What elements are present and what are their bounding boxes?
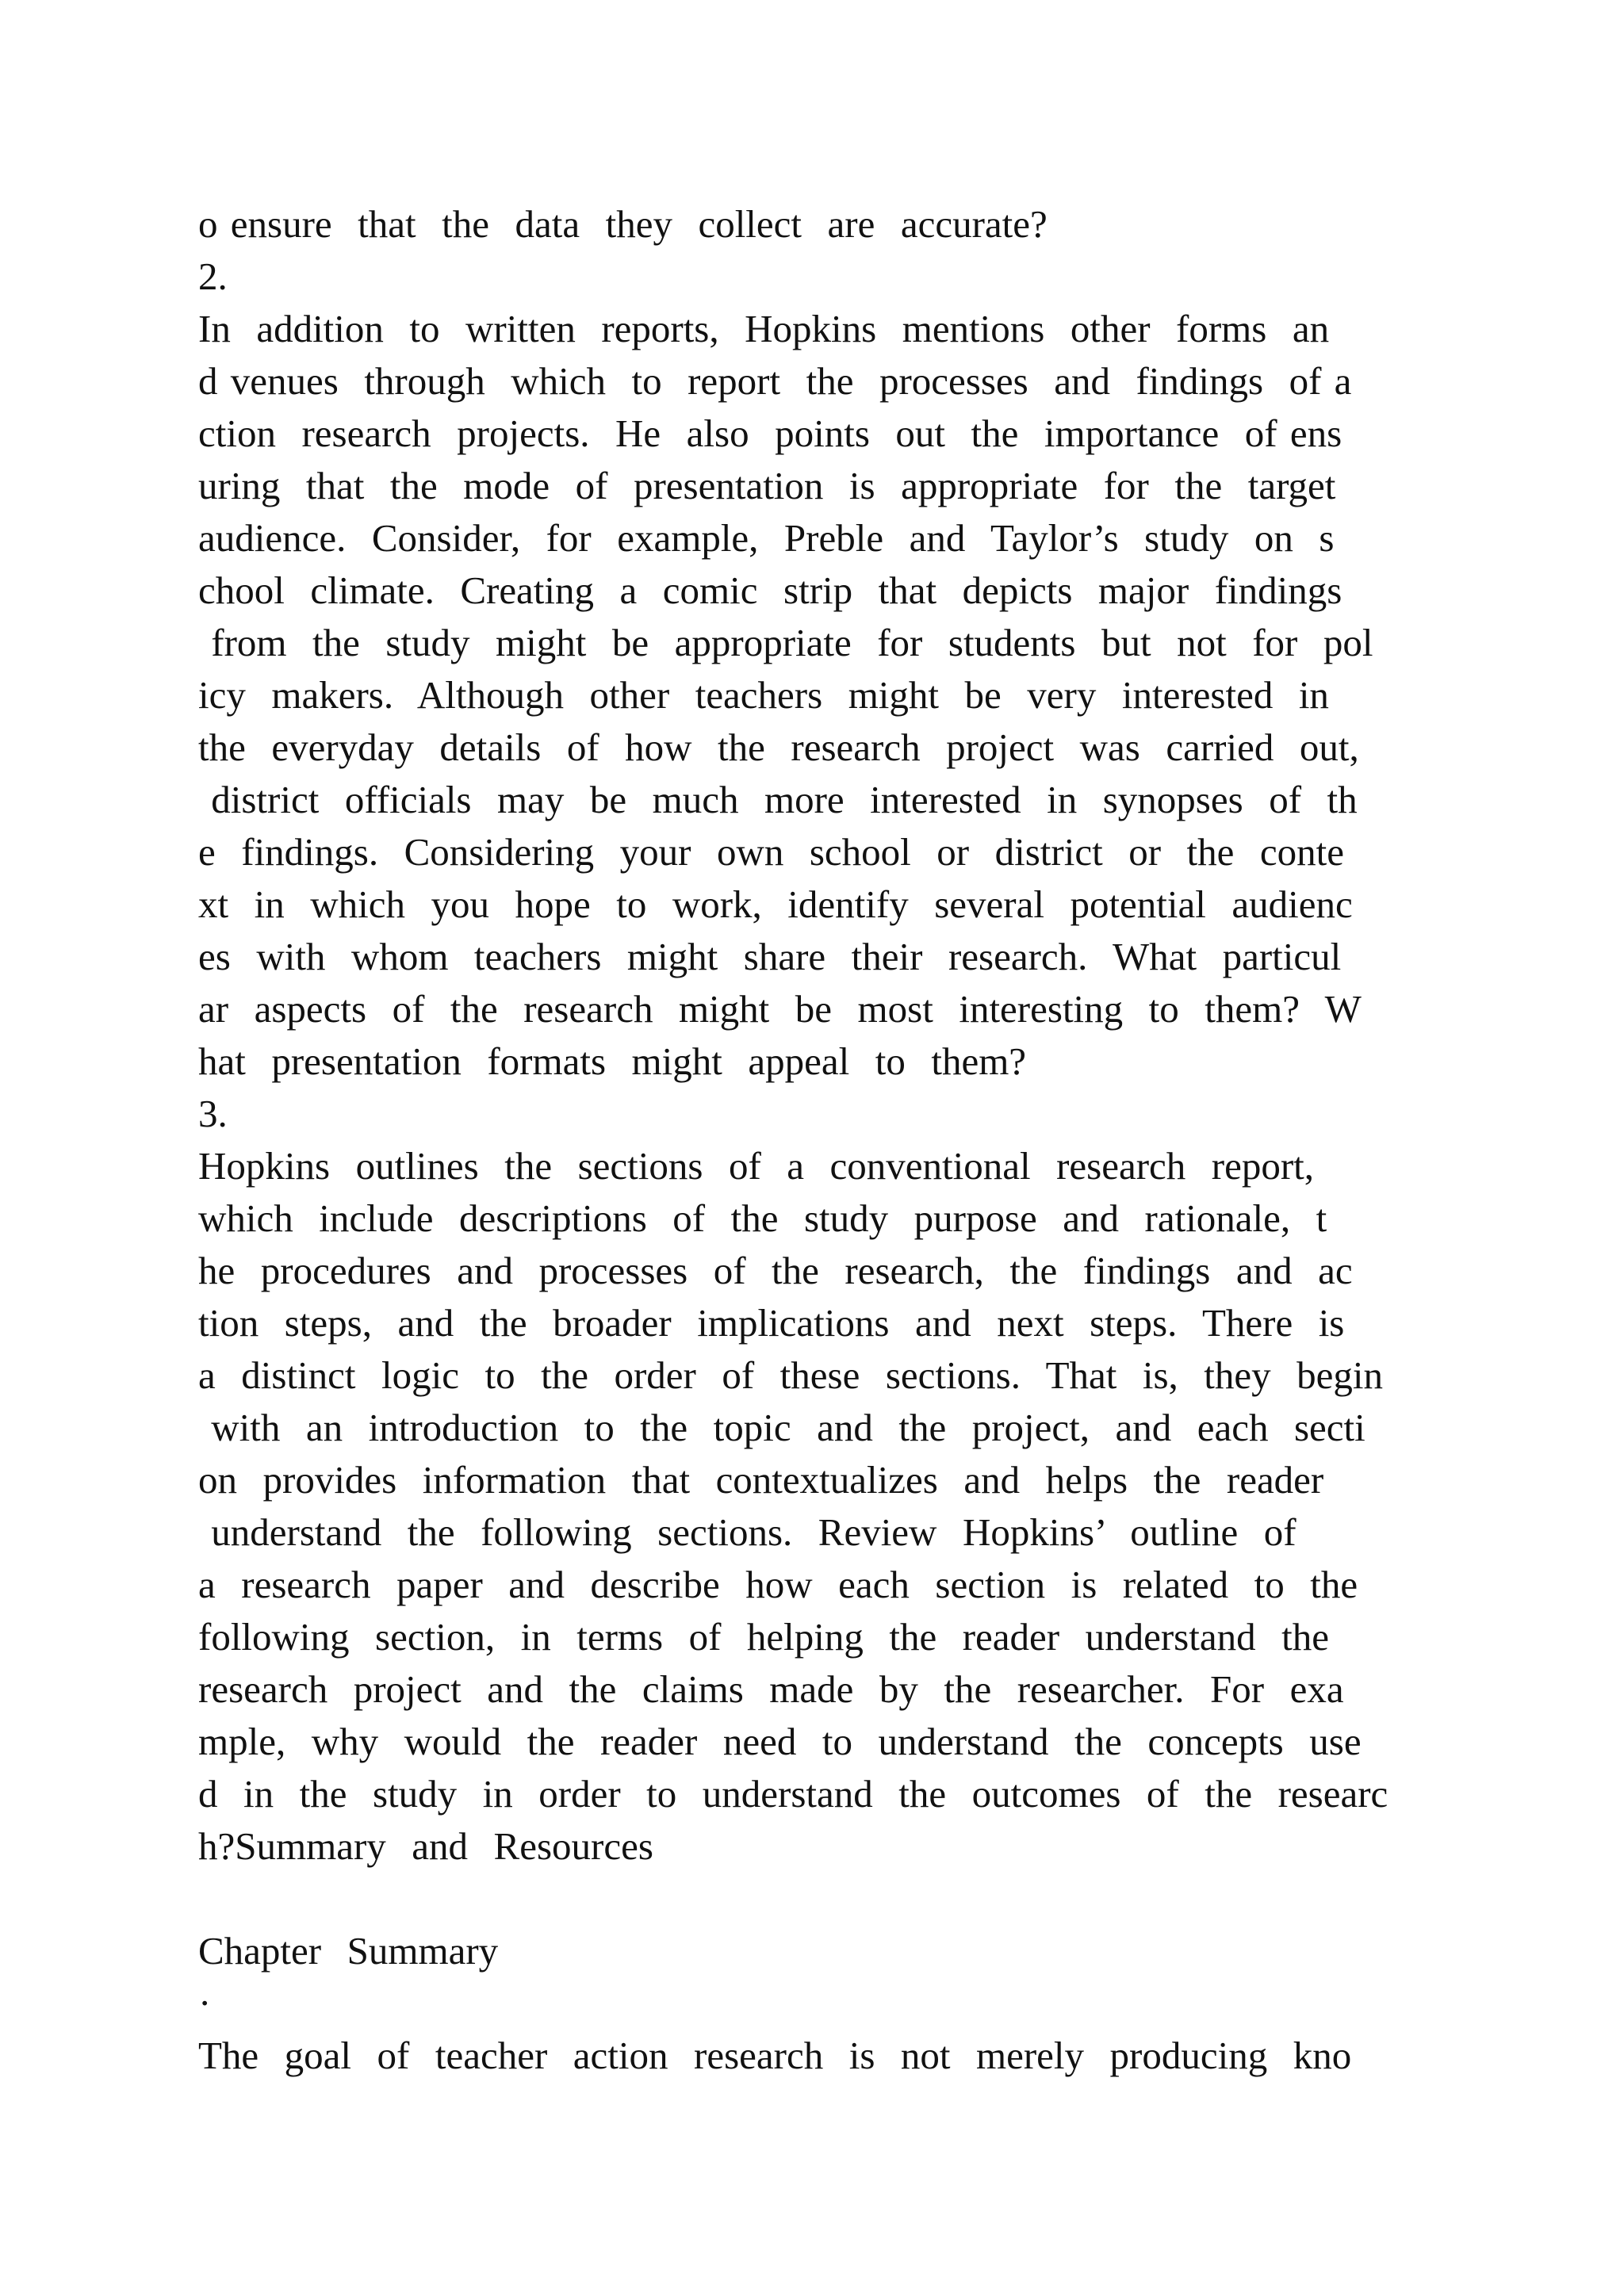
- text-line: d venues through which to report the processes and findings of a: [198, 359, 1352, 403]
- text-line: the everyday details of how the research project was carried out,: [198, 725, 1359, 769]
- text-line: es with whom teachers might share their research. What particul: [198, 935, 1342, 978]
- text-line: on provides information that contextualizes and helps the reader: [198, 1458, 1324, 1502]
- text-line: chool climate. Creating a comic strip that depicts major findings: [198, 568, 1342, 612]
- text-line: o ensure that the data they collect are accurate?: [198, 202, 1048, 246]
- bullet-marker: ·: [198, 1981, 212, 2025]
- text-line: audience. Consider, for example, Preble and Taylor’s study on s: [198, 516, 1335, 560]
- text-line: district officials may be much more interested in synopses of th: [198, 778, 1358, 821]
- text-line: research project and the claims made by the researcher. For exa: [198, 1667, 1344, 1711]
- text-line: xt in which you hope to work, identify several potential audienc: [198, 882, 1353, 926]
- text-line: hat presentation formats might appeal to them?: [198, 1039, 1027, 1083]
- text-line: ar aspects of the research might be most interesting to them? W: [198, 987, 1362, 1031]
- text-line: In addition to written reports, Hopkins mentions other forms an: [198, 307, 1330, 350]
- text-line: from the study might be appropriate for students but not for pol: [198, 621, 1373, 664]
- text-line: a distinct logic to the order of these sections. That is, they begin: [198, 1353, 1384, 1397]
- text-line: d in the study in order to understand the outcomes of the researc: [198, 1772, 1388, 1816]
- text-line: Hopkins outlines the sections of a conventional research report,: [198, 1144, 1315, 1188]
- text-line: e findings. Considering your own school or district or the conte: [198, 830, 1344, 874]
- question-number: 2.: [198, 254, 228, 298]
- text-line: understand the following sections. Review Hopkins’ outline of: [198, 1510, 1297, 1554]
- text-line: with an introduction to the topic and the project, and each secti: [198, 1406, 1365, 1449]
- blank-line: [198, 1873, 1435, 1925]
- text-line: h?Summary and Resources: [198, 1824, 653, 1868]
- section-heading: Chapter Summary: [198, 1929, 499, 1973]
- text-line: he procedures and processes of the research, the findings and ac: [198, 1249, 1353, 1292]
- question-number: 3.: [198, 1092, 228, 1135]
- text-line: a research paper and describe how each section is related to the: [198, 1563, 1358, 1606]
- text-line: tion steps, and the broader implications and next steps. There is: [198, 1301, 1345, 1345]
- text-line: ction research projects. He also points out the importance of ens: [198, 411, 1342, 455]
- text-line: uring that the mode of presentation is appropriate for the target: [198, 464, 1336, 507]
- text-line: following section, in terms of helping the reader understand the: [198, 1615, 1329, 1659]
- text-line: icy makers. Although other teachers might be very interested in: [198, 673, 1329, 717]
- text-line: mple, why would the reader need to understand the concepts use: [198, 1720, 1362, 1763]
- text-line: The goal of teacher action research is not merely producing kno: [198, 2034, 1352, 2077]
- text-line: which include descriptions of the study purpose and rationale, t: [198, 1196, 1327, 1240]
